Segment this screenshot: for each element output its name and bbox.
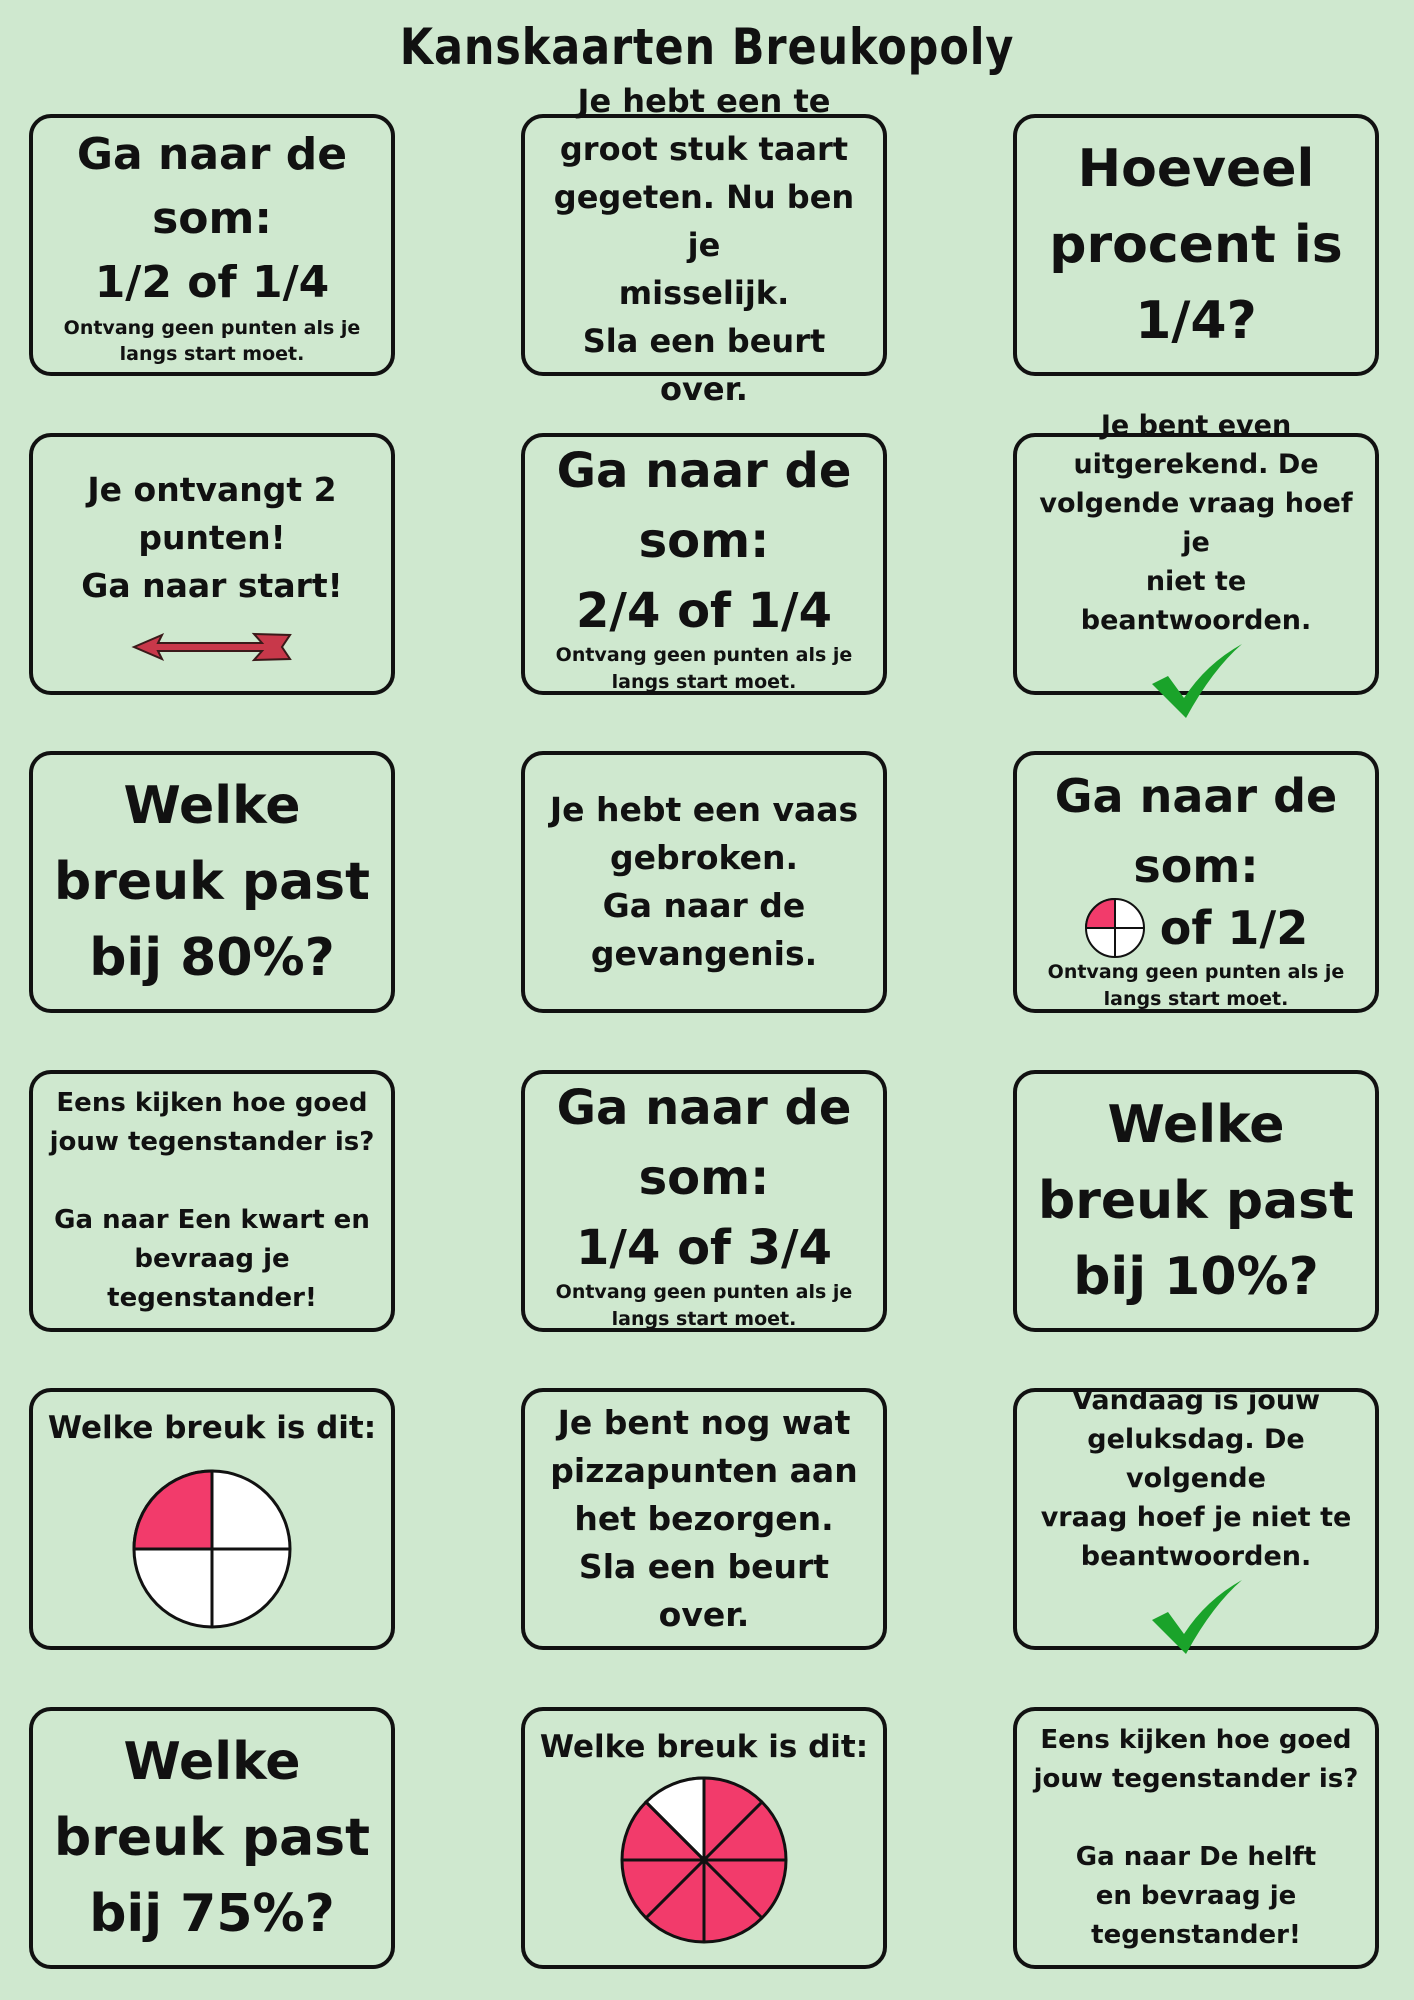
card-note: Ontvang geen punten als je langs start moet. — [1047, 961, 1345, 1010]
card-som-1[interactable] — [29, 114, 395, 376]
card-som-3[interactable] — [1013, 751, 1379, 1013]
card-text: Welke breuk past bij 10%? — [1038, 1095, 1354, 1307]
card-taart[interactable] — [521, 82, 887, 408]
card-text: Je hebt een te groot stuk taart gegeten. Nu ben je misselijk. Sla een beurt over. — [553, 82, 855, 408]
card-text: Eens kijken hoe goed jouw tegenstander is? Ga naar De helft en bevraag je tegenstander! — [1033, 1725, 1359, 1950]
card-text: Hoeveel procent is 1/4? — [1049, 139, 1343, 351]
quarter-circle-icon — [1084, 897, 1146, 959]
card-text: Welke breuk is dit: — [539, 1729, 869, 1765]
card-heading: Ga naar de som: 2/4 of 1/4 — [556, 443, 852, 639]
card-heading: Ga naar de som: — [1054, 769, 1338, 893]
card-text: Je hebt een vaas gebroken. Ga naar de gevangenis. — [549, 790, 859, 973]
card-vaas[interactable] — [521, 751, 887, 1013]
card-note: Ontvang geen punten als je langs start moet. — [555, 1281, 853, 1330]
card-procent[interactable] — [1013, 114, 1379, 376]
quarter-circle-icon — [131, 1468, 293, 1630]
page-title: Kanskaarten Breukopoly — [399, 18, 1015, 76]
checkmark-icon — [1146, 1578, 1246, 1658]
card-text: Je bent nog wat pizzapunten aan het bezorgen. Sla een beurt over. — [550, 1403, 858, 1634]
checkmark-icon — [1146, 642, 1246, 722]
card-heading: Ga naar de som: 1/4 of 3/4 — [556, 1080, 852, 1276]
card-welke-breuk-1[interactable] — [29, 1388, 395, 1650]
card-een-kwart[interactable] — [29, 1070, 395, 1332]
card-uitgerekend[interactable] — [1013, 410, 1379, 695]
card-breuk-80[interactable] — [29, 751, 395, 1013]
card-note: Ontvang geen punten als je langs start moet. — [555, 644, 853, 693]
card-text: Vandaag is jouw geluksdag. De volgende vraag hoef je niet te beantwoorden. — [1040, 1384, 1352, 1572]
card-suffix: of 1/2 — [1159, 901, 1309, 955]
card-welke-breuk-2[interactable] — [521, 1707, 887, 1969]
card-som-4[interactable] — [521, 1070, 887, 1332]
card-text: Eens kijken hoe goed jouw tegenstander is? Ga naar Een kwart en bevraag je tegenstander! — [49, 1088, 375, 1313]
card-som-2[interactable] — [521, 433, 887, 695]
card-text: Welke breuk is dit: — [47, 1410, 377, 1446]
card-geluksdag[interactable] — [1013, 1384, 1379, 1650]
card-text: Je ontvangt 2 punten! Ga naar start! — [81, 470, 343, 605]
seven-eighths-circle-icon — [619, 1775, 789, 1945]
card-text: Je bent even uitgerekend. De volgende vraag hoef je niet te beantwoorden. — [1039, 410, 1353, 636]
card-breuk-75[interactable] — [29, 1707, 395, 1969]
card-de-helft[interactable] — [1013, 1707, 1379, 1969]
card-note: Ontvang geen punten als je langs start moet. — [63, 317, 361, 365]
card-naar-start[interactable] — [29, 433, 395, 695]
card-breuk-10[interactable] — [1013, 1070, 1379, 1332]
card-pizzapunten[interactable] — [521, 1388, 887, 1650]
card-text: Welke breuk past bij 80%? — [54, 776, 370, 988]
arrow-left-icon — [132, 632, 292, 662]
card-text: Welke breuk past bij 75%? — [54, 1732, 370, 1944]
card-heading: Ga naar de som: 1/2 of 1/4 — [76, 129, 348, 308]
